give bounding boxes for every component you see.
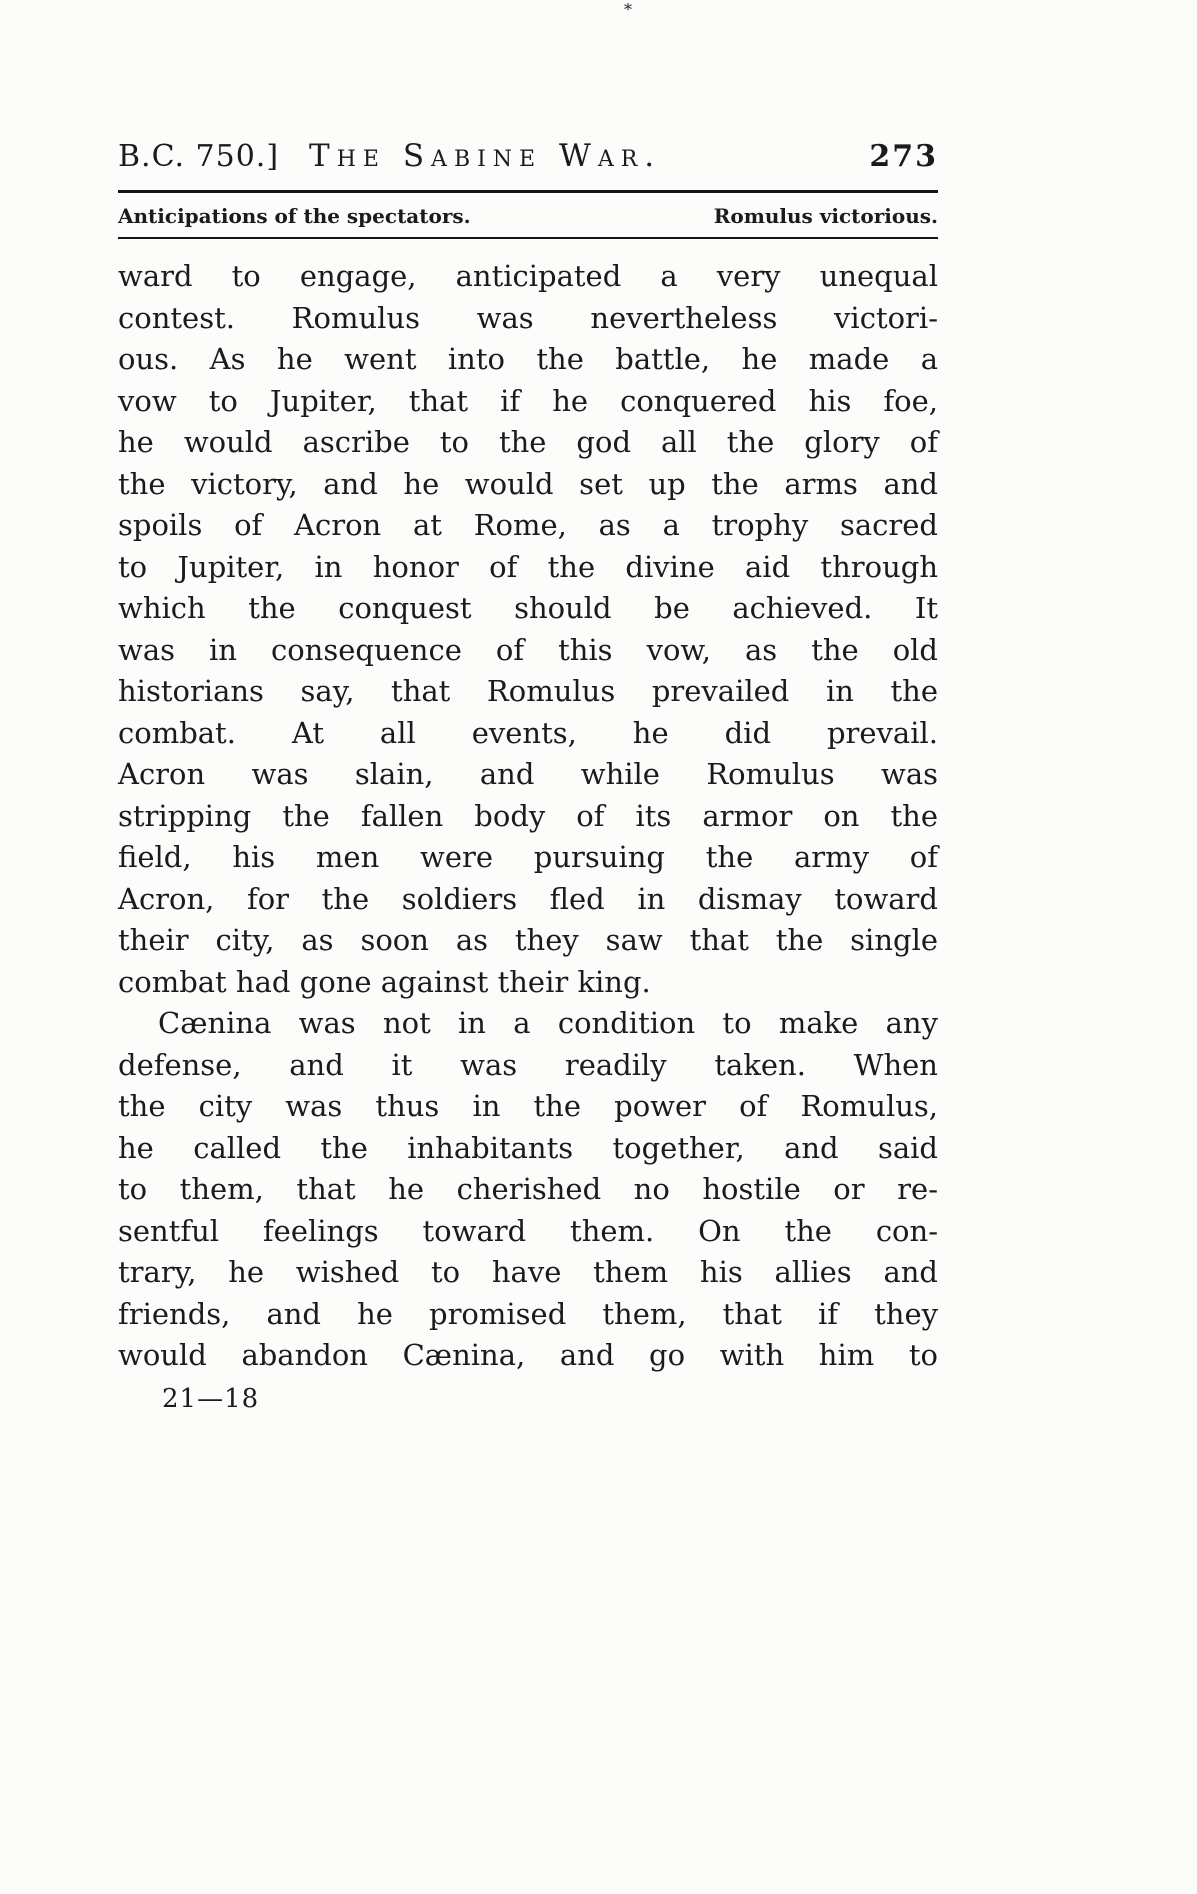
text-line: the city was thus in the power of Romulus, [118,1089,938,1123]
text-line: vow to Jupiter, that if he conquered his foe, [118,383,938,418]
text-line: contest. Romulus was nevertheless victori- [118,300,938,335]
printers-mark: * [624,0,632,19]
text-line: historians say, that Romulus prevailed in the [118,674,938,708]
running-head-right: Romulus victorious. [713,204,938,228]
text-line: he called the inhabitants together, and said [118,1130,938,1165]
text-line: Cænina was not in a condition to make any [158,1006,938,1040]
divider-rule-bottom [118,237,938,239]
text-line: stripping the fallen body of its armor on the [118,798,938,833]
running-heads [118,204,938,228]
page-content [118,138,938,1415]
text-line: which the conquest should be achieved. It [118,591,938,625]
body-text [118,256,938,1377]
text-line: friends, and he promised them, that if they [118,1296,938,1331]
text-line: Acron was slain, and while Romulus was [118,757,938,791]
text-line: sentful feelings toward them. On the con- [118,1213,938,1248]
text-line: Acron, for the soldiers fled in dismay toward [118,881,938,916]
text-line: combat had gone against their king. [118,964,651,999]
text-line: to Jupiter, in honor of the divine aid through [118,549,938,584]
text-line: spoils of Acron at Rome, as a trophy sacred [118,508,938,542]
text-line: to them, that he cherished no hostile or re- [118,1172,938,1206]
header-title: The Sabine War. [309,138,662,174]
page-number: 273 [869,139,938,174]
text-line: ous. As he went into the battle, he made a [118,342,938,376]
text-line: defense, and it was readily taken. When [118,1047,938,1082]
text-line: ward to engage, anticipated a very unequal [118,259,938,293]
text-line: combat. At all events, he did prevail. [118,715,938,750]
signature-mark: 21—18 [162,1383,260,1414]
text-line: field, his men were pursuing the army of [118,840,938,874]
text-line: was in consequence of this vow, as the old [118,632,938,667]
page-header [118,138,938,175]
text-line: would abandon Cænina, and go with him to [118,1338,938,1372]
running-head-left: Anticipations of the spectators. [118,204,471,228]
text-line: trary, he wished to have them his allies and [118,1255,938,1289]
divider-rule-top [118,190,938,193]
text-line: the victory, and he would set up the arms and [118,466,938,501]
text-line: their city, as soon as they saw that the single [118,923,938,957]
header-date: B.C. 750.] [118,139,280,174]
text-line: he would ascribe to the god all the glory of [118,425,938,459]
